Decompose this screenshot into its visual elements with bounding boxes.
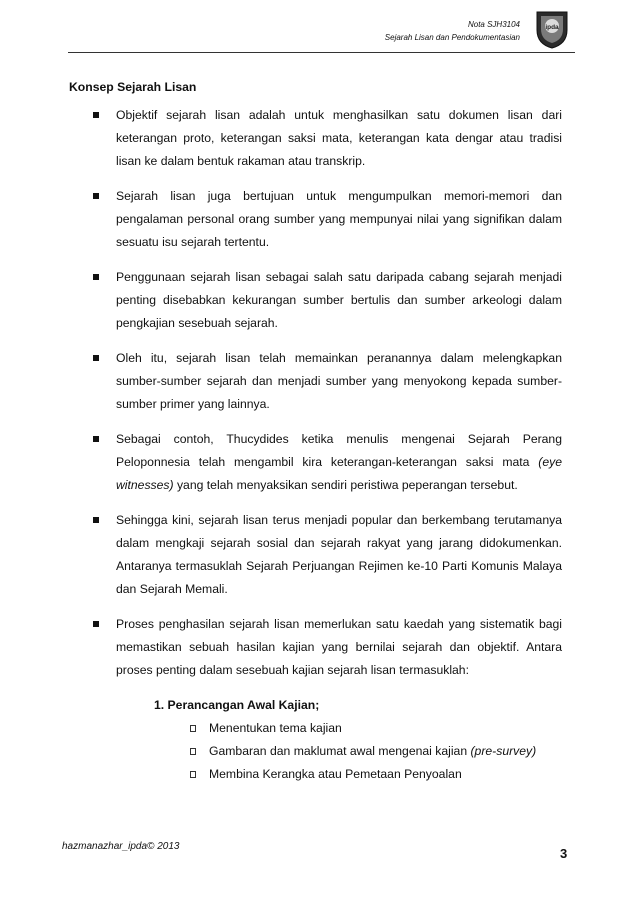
bullet-text: Penggunaan sejarah lisan sebagai salah satu daripada cabang sejarah menjadi penting disebabkan kekurangan sumber bertulis dan sumber arkeologi dalam pengkajian sesebuah sejarah. [116,270,562,330]
square-bullet-icon [93,517,99,523]
sub-list-item [190,717,562,740]
square-bullet-icon [93,436,99,442]
document-body [90,104,562,786]
hollow-square-bullet-icon [190,771,196,778]
bullet-item [90,104,562,173]
square-bullet-icon [93,112,99,118]
bullet-text-before: Sebagai contoh, Thucydides ketika menulis mengenai Sejarah Perang Peloponnesia telah mengambil kira keterangan-keterangan saksi mata [116,432,562,469]
square-bullet-icon [93,193,99,199]
square-bullet-icon [93,355,99,361]
footer-author: hazmanazhar_ipda© 2013 [62,841,180,852]
bullet-item [90,509,562,601]
bullet-item [90,347,562,416]
bullet-text: Sehingga kini, sejarah lisan terus menjadi popular dan berkembang terutamanya dalam mengkaji sejarah sosial dan sejarah rakyat yang jarang didokumenkan. Antaranya termasuklah Sejarah Perjuangan Rejimen ke-10 Parti Komunis Malaya dan Sejarah Memali. [116,513,562,596]
sub-item-italic: (pre-survey) [470,744,537,758]
sub-item-text: Membina Kerangka atau Pemetaan Penyoalan [209,767,462,781]
bullet-text: Proses penghasilan sejarah lisan memerlukan satu kaedah yang sistematik bagi memastikan sebuah hasilan kajian yang bernilai sejarah dan objektif. Antara proses penting dalam sesebuah kajian sejarah lisan termasuklah: [116,617,562,677]
header-course-title: Sejarah Lisan dan Pendokumentasian [384,33,520,42]
page-number: 3 [560,846,568,861]
header-divider [68,52,575,53]
svg-text:ipda: ipda [545,24,559,31]
bullet-item [90,613,562,682]
numbered-heading: 1. Perancangan Awal Kajian; [154,698,320,712]
bullet-item [90,428,562,497]
bullet-item [90,266,562,335]
square-bullet-icon [93,274,99,280]
bullet-text: Oleh itu, sejarah lisan telah memainkan peranannya dalam melengkapkan sumber-sumber sejarah dan menjadi sumber yang menyokong kepada sumber-sumber primer yang lainnya. [116,351,562,411]
sub-list-item [190,740,562,763]
bullet-text: Sejarah lisan juga bertujuan untuk mengumpulkan memori-memori dan pengalaman personal orang sumber yang mempunyai nilai yang signifikan dalam sesuatu isu sejarah tertentu. [116,189,562,249]
sub-list-item [190,763,562,786]
square-bullet-icon [93,621,99,627]
institution-logo [533,8,571,50]
hollow-square-bullet-icon [190,725,196,732]
bullet-text: Objektif sejarah lisan adalah untuk menghasilkan satu dokumen lisan dari keterangan proto, keterangan saksi mata, keterangan kata dengar atau tradisi lisan ke dalam bentuk rakaman atau transkrip. [116,108,562,168]
bullet-text-italic: (eye witnesses) [116,455,562,492]
bullet-item [90,185,562,254]
sub-item-text: Menentukan tema kajian [209,721,342,735]
header-course-code: Nota SJH3104 [467,20,520,29]
sub-item-text: Gambaran dan maklumat awal mengenai kajian [209,744,471,758]
hollow-square-bullet-icon [190,748,196,755]
bullet-text-after: yang telah menyaksikan sendiri peristiwa peperangan tersebut. [173,478,518,492]
section-title: Konsep Sejarah Lisan [69,80,197,94]
